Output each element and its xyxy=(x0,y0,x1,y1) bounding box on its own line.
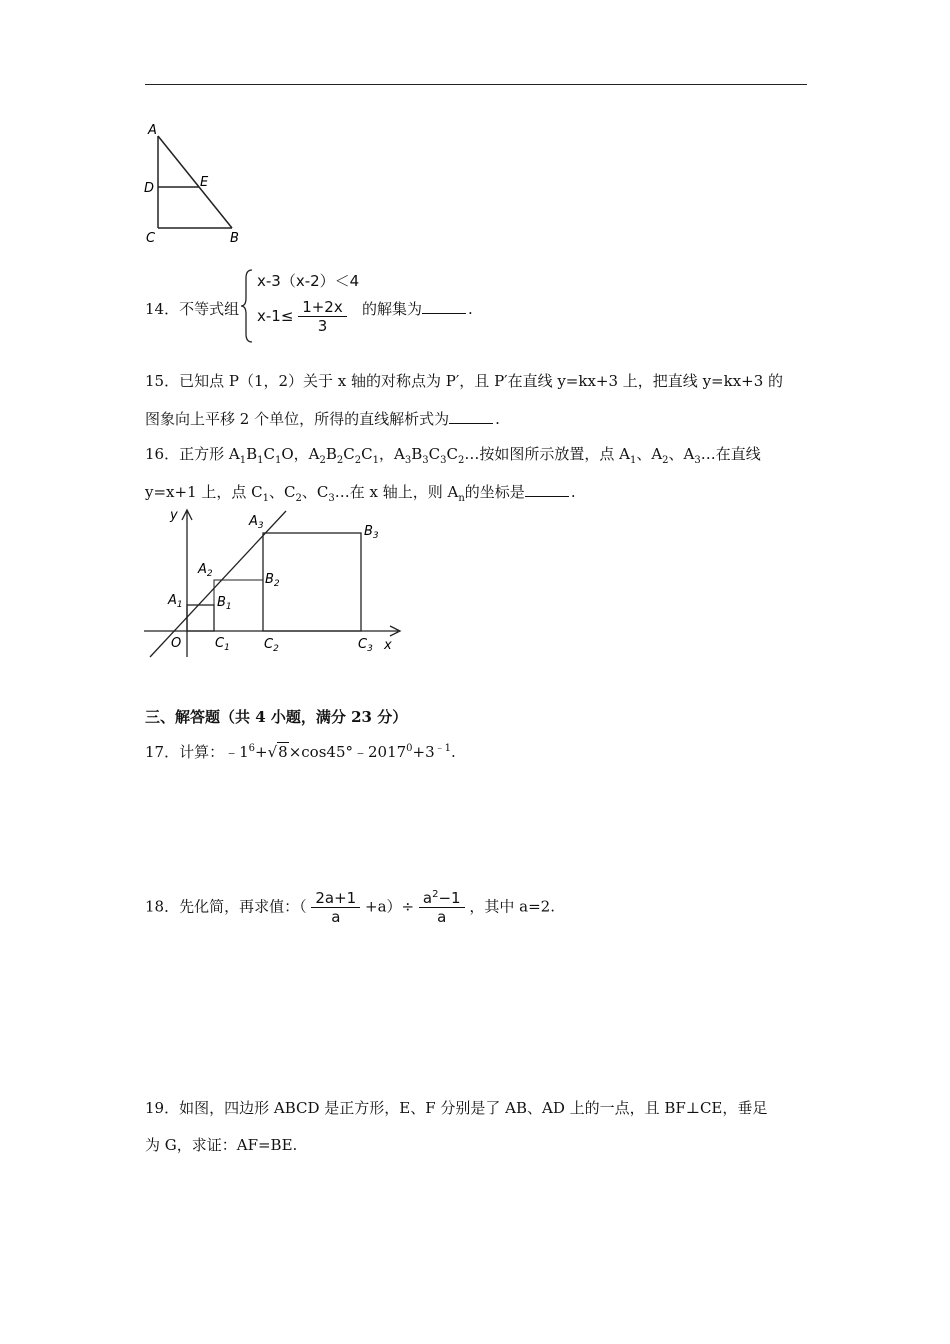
q16-text: …在 x 轴上，则 A xyxy=(334,483,459,501)
subscript: 1 xyxy=(262,493,270,504)
label-A: A xyxy=(148,123,157,138)
exponent: 0 xyxy=(406,743,413,754)
subscript: 2 xyxy=(662,455,669,466)
exponent: 6 xyxy=(248,743,256,754)
label-C1: $C_1$ xyxy=(215,636,230,653)
q18-fraction-1 xyxy=(311,889,360,926)
header-rule xyxy=(145,84,807,85)
radicand: 8 xyxy=(278,743,288,761)
triangle-figure xyxy=(140,118,250,248)
subscript: n xyxy=(458,493,465,504)
fraction-numerator: 1+2x xyxy=(298,298,347,317)
q16-line2 xyxy=(145,481,576,504)
label-A3: $A_3$ xyxy=(249,514,264,531)
q17-text: + xyxy=(255,743,268,761)
q18-text: +a）÷ xyxy=(365,897,415,916)
q15-line1: 15．已知点 P（1，2）关于 x 轴的对称点为 P′，且 P′在直线 y=kx+3 上，把直线 y=kx+3 的 xyxy=(145,372,784,390)
q18-text: ，其中 a=2. xyxy=(469,897,555,916)
inequality-1: x-3（x-2）＜4 xyxy=(257,272,360,290)
q14-label xyxy=(145,298,239,319)
q16-line1 xyxy=(145,443,761,466)
label-C2: $C_2$ xyxy=(264,637,279,654)
q18 xyxy=(145,889,555,926)
q17-text: +3 xyxy=(412,743,435,761)
origin-label: O xyxy=(171,636,182,651)
q16-text: 、C xyxy=(301,483,329,501)
q16-text: C xyxy=(343,445,355,463)
q19-line2: 为 G，求证：AF=BE. xyxy=(145,1136,298,1154)
inequality-2-fraction xyxy=(298,298,347,335)
q19-line1: 19．如图，四边形 ABCD 是正方形，E、F 分别是了 AB、AD 上的一点，且 BF⊥CE，垂足 xyxy=(145,1099,768,1117)
q14-num: 14．不等式组 xyxy=(145,300,240,318)
subscript: 3 xyxy=(694,455,701,466)
label-B: B xyxy=(230,231,239,246)
q16-text: y=x+1 上，点 C xyxy=(145,483,263,501)
label-D: D xyxy=(144,181,155,196)
label-B2: $B_2$ xyxy=(265,572,280,589)
system-brace xyxy=(240,268,254,344)
q16-text: 、A xyxy=(668,445,695,463)
subscript: 1 xyxy=(274,455,282,466)
fraction-numerator: 2a+1 xyxy=(311,889,360,908)
q16-text: ，A xyxy=(378,445,405,463)
q17-text: ×cos45°﹣2017 xyxy=(288,743,407,761)
q16-text: B xyxy=(325,445,337,463)
label-B3: $B_3$ xyxy=(364,524,379,541)
label-A1: $A_1$ xyxy=(168,593,183,610)
q16-text: C xyxy=(361,445,373,463)
q16-text: 、A xyxy=(636,445,663,463)
q17-end: . xyxy=(451,743,456,761)
subscript: 3 xyxy=(440,455,447,466)
subscript: 1 xyxy=(372,455,379,466)
q16-text: 的坐标是 xyxy=(464,483,525,501)
squares-figure xyxy=(140,505,410,665)
section-title: 三、解答题（共 4 小题，满分 23 分） xyxy=(145,708,408,726)
subscript: 3 xyxy=(422,455,429,466)
q14-end: . xyxy=(468,300,473,318)
q16-text: B xyxy=(246,445,258,463)
subscript: 1 xyxy=(629,455,637,466)
exponent: 2 xyxy=(432,889,439,900)
label-E: E xyxy=(200,175,209,190)
q17-text: 17．计算：﹣1 xyxy=(145,743,249,761)
axis-label-x: x xyxy=(384,638,392,653)
q16-text: …按如图所示放置，点 A xyxy=(464,445,630,463)
subscript: 2 xyxy=(295,493,302,504)
q15-line2-text: 图象向上平移 2 个单位，所得的直线解析式为 xyxy=(145,410,450,428)
subscript: 3 xyxy=(404,455,412,466)
answer-blank[interactable] xyxy=(525,484,569,497)
label-A2: $A_2$ xyxy=(198,562,213,579)
q16-text: C xyxy=(446,445,458,463)
numerator-base: a xyxy=(422,889,433,907)
q16-end: . xyxy=(570,483,576,501)
subscript: 2 xyxy=(354,455,362,466)
q16-text: 、C xyxy=(269,483,296,501)
fraction-numerator xyxy=(419,889,465,908)
sqrt-symbol: √ xyxy=(267,743,278,761)
fraction-denominator: 3 xyxy=(317,317,328,335)
axis-label-y: y xyxy=(170,508,178,523)
answer-blank[interactable] xyxy=(422,301,466,314)
q15-line2 xyxy=(145,408,500,429)
q17 xyxy=(145,739,456,762)
q16-text: 16．正方形 A xyxy=(145,445,240,463)
q16-text: B xyxy=(411,445,423,463)
label-C3: $C_3$ xyxy=(358,637,373,654)
subscript: 2 xyxy=(457,455,465,466)
subscript: 1 xyxy=(239,455,247,466)
label-C: C xyxy=(146,231,156,246)
fraction-denominator: a xyxy=(437,908,447,926)
q16-text: C xyxy=(263,445,275,463)
fraction-denominator: a xyxy=(331,908,341,926)
q14-tail-text: 的解集为 xyxy=(362,300,423,318)
inequality-2 xyxy=(257,298,347,335)
q18-fraction-2 xyxy=(419,889,465,926)
answer-blank[interactable] xyxy=(449,411,493,424)
q14-tail xyxy=(362,298,473,319)
inequality-2-left: x-1≤ xyxy=(257,307,294,325)
exponent: ﹣1 xyxy=(434,743,452,754)
subscript: 2 xyxy=(319,455,326,466)
label-B1: $B_1$ xyxy=(217,595,232,612)
q18-text: 18．先化简，再求值：（ xyxy=(145,897,307,916)
subscript: 2 xyxy=(336,455,344,466)
q16-text: O，A xyxy=(281,445,320,463)
numerator-rest: −1 xyxy=(438,889,461,907)
subscript: 3 xyxy=(328,493,335,504)
subscript: 1 xyxy=(257,455,264,466)
q15-end: . xyxy=(495,410,500,428)
q16-text: C xyxy=(428,445,441,463)
q16-text: …在直线 xyxy=(700,445,761,463)
